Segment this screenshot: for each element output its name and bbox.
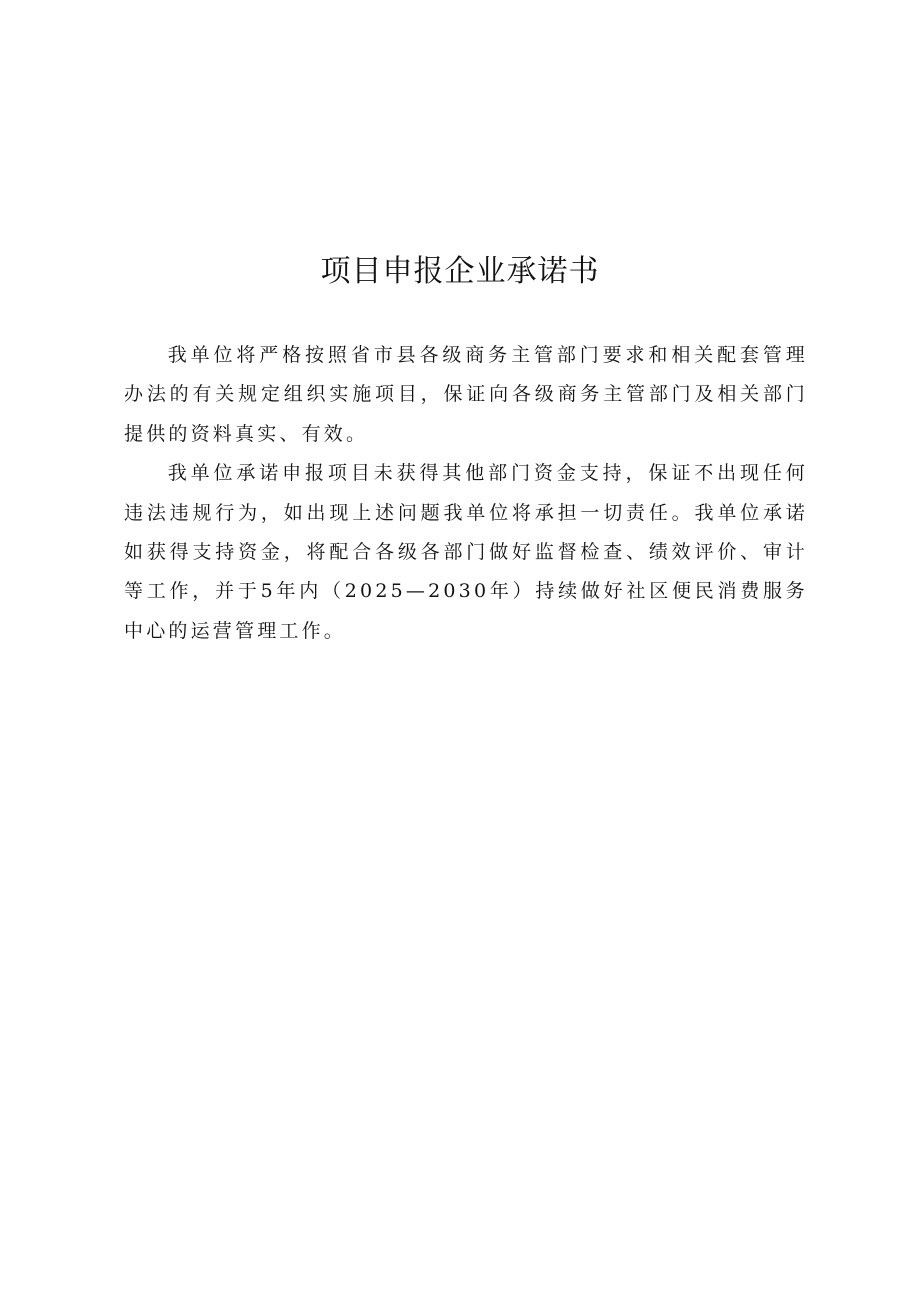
document-title: 项目申报企业承诺书	[320, 254, 600, 289]
document-body	[124, 336, 808, 651]
paragraph-commitment-compliance: 我单位将严格按照省市县各级商务主管部门要求和相关配套管理办法的有关规定组织实施项目，保证向各级商务主管部门及相关部门提供的资料真实、有效。	[124, 344, 808, 445]
paragraph-commitment-responsibility: 我单位承诺申报项目未获得其他部门资金支持，保证不出现任何违法违规行为，如出现上述问题我单位将承担一切责任。我单位承诺如获得支持资金，将配合各级各部门做好监督检查、绩效评价、审计等工作，并于5年内（2025—2030年）持续做好社区便民消费服务中心的运营管理工作。	[124, 462, 808, 642]
